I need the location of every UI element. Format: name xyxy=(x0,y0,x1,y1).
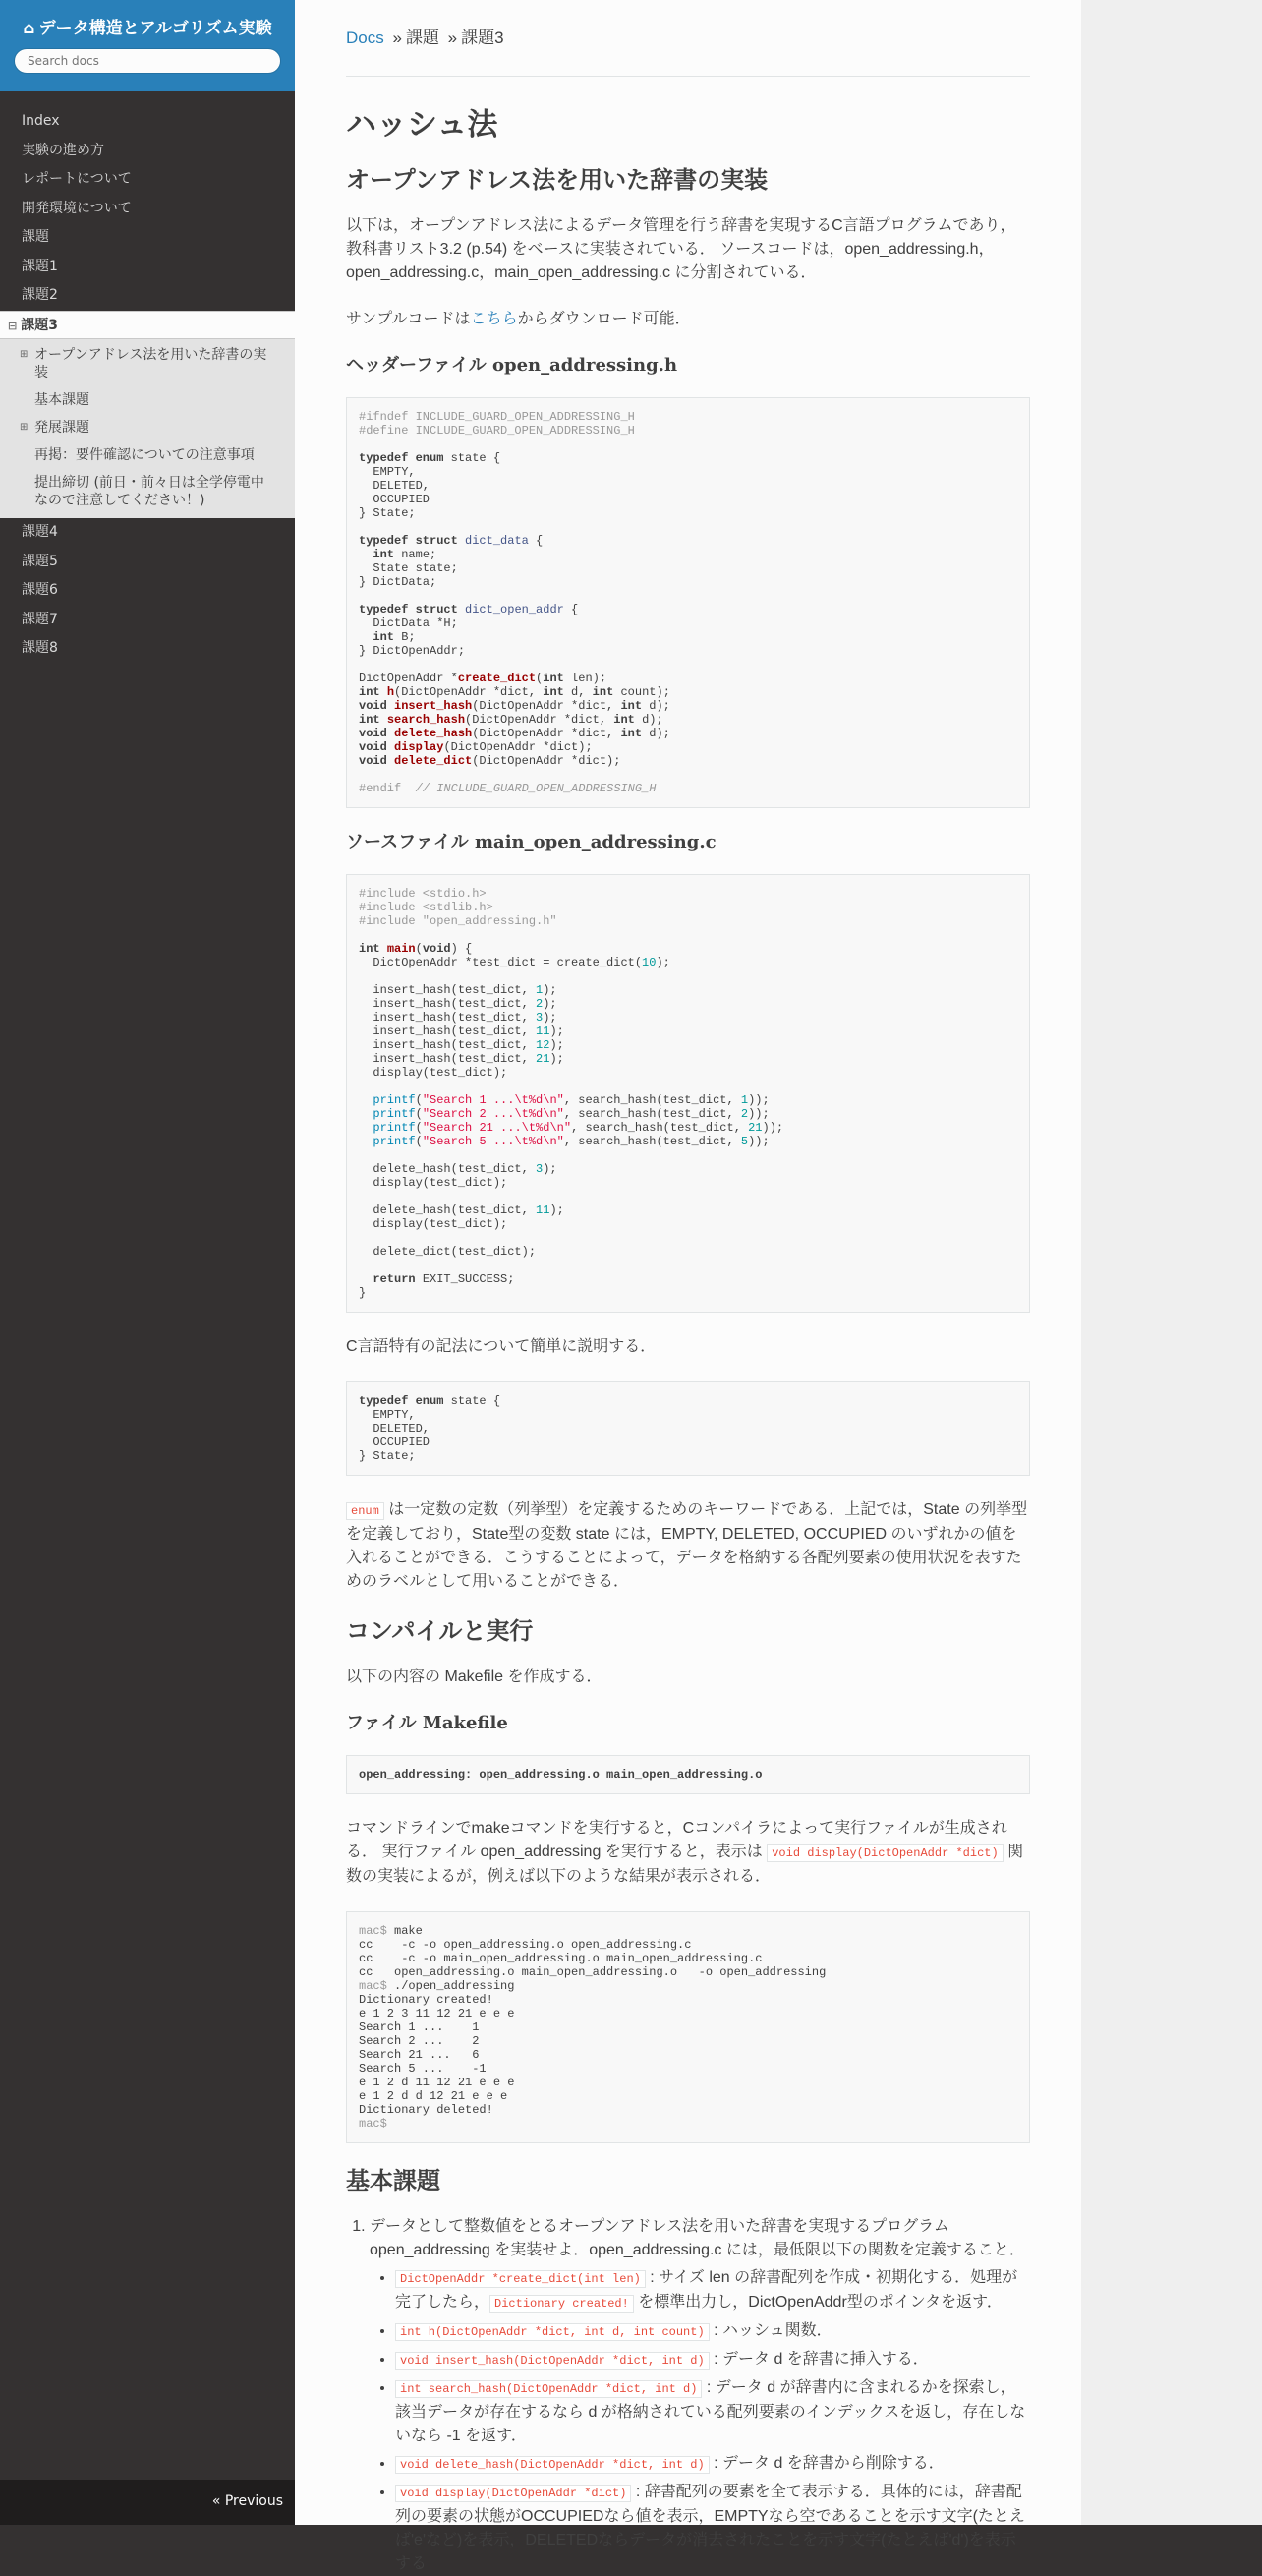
previous-page-button[interactable]: « Previous xyxy=(0,2480,295,2525)
nav-item-task6[interactable]: 課題6 xyxy=(22,582,58,598)
makefile-intro: 以下の内容の Makefile を作成する． xyxy=(346,1669,602,1685)
basic-task-list xyxy=(370,2215,1030,2576)
nav-item-task7[interactable]: 課題7 xyxy=(22,611,58,627)
source-file-heading: ソースファイル main_open_addressing.c xyxy=(346,832,717,852)
function-list xyxy=(395,2266,1030,2576)
main-content xyxy=(295,0,1081,2572)
sample-paragraph: サンプルコードはこちらからダウンロード可能． xyxy=(346,311,691,327)
nav-subsection xyxy=(0,339,295,518)
section-heading-compile: コンパイルと実行 xyxy=(346,1617,534,1645)
collapse-icon[interactable]: ⊟ xyxy=(8,319,18,332)
section-heading-basic: 基本課題 xyxy=(346,2167,440,2195)
sample-download-link[interactable]: こちら xyxy=(470,311,518,327)
c-notation-paragraph: C言語特有の記法について簡単に説明する． xyxy=(346,1338,657,1355)
inline-code-display: void display(DictOpenAddr *dict) xyxy=(767,1844,1003,1862)
code-block-main: #include <stdio.h> #include <stdlib.h> #include "open_addressing.h" int main(void) { DictOpenAddr *test_dict = create_dict(10); insert_hash(test_dict, 1); insert_hash(test_dict, 2); insert_hash(test_dict, 3); insert_hash(test_dict, 11); insert_hash(test_dict, 12); insert_hash(test_dict, 21); display(test_dict); printf("Search 1 ...\t%d\n", search_hash(test_dict, 1)); printf("Search 2 ...\t%d\n", search_hash(test_dict, 2)); printf("Search 21 ...\t%d\n", search_hash(test_dict, 21)); printf("Search 5 ...\t%d\n", search_hash(test_dict, 5)); delete_hash(test_dict, 3); display(test_dict); delete_hash(test_dict, 11); display(test_dict); delete_dict(test_dict); return EXIT_SUCCESS; } xyxy=(346,874,1030,1313)
nav-sub-item-advanced[interactable]: ⊞ 発展課題 xyxy=(20,420,89,436)
home-icon: ⌂ xyxy=(23,19,35,38)
breadcrumb-separator: » xyxy=(392,29,402,47)
code-block-terminal: mac$ make cc -c -o open_addressing.o open_addressing.c cc -c -o main_open_addressing.o main_open_addressing.c cc open_addressing.o main_open_addressing.o -o open_addressing mac$ ./open_addressing Dictionary created! e 1 2 3 11 12 21 e e e Search 1 ... 1 Search 2 ... 2 Search 21 ... 6 Search 5 ... -1 e 1 2 d 11 12 21 e e e e 1 2 d d 12 21 e e e Dictionary deleted! mac$ xyxy=(346,1911,1030,2143)
list-item: • void delete_hash(DictOpenAddr *dict, int d) : データ d を辞書から削除する． xyxy=(395,2452,1030,2477)
code-block-enum: typedef enum state { EMPTY, DELETED, OCCUPIED } State; xyxy=(346,1381,1030,1476)
nav-item-env[interactable]: 開発環境について xyxy=(22,200,132,216)
nav-sub-item-deadline[interactable]: 提出締切 (前日・前々日は全学停電中なので注意してください！) xyxy=(34,475,264,508)
list-item: • int search_hash(DictOpenAddr *dict, int d) : データ d が辞書内に含まれるかを探索し，該当データが存在するなら d が格納されている配列要素のインデックスを返し，存在しないなら -1 を返す． xyxy=(395,2376,1030,2448)
list-item: • void display(DictOpenAddr *dict) : 辞書配列の要素を全て表示する．具体的には，辞書配列の要素の状態がOCCUPIEDなら値を表示，EMPTYなら空であることを示す文字(たとえば'e'など)を表示，DELETEDならデータが消去されたことを示す文字(たとえば'd')を表示する xyxy=(395,2481,1030,2576)
nav-sub-item-oa[interactable]: ⊞ オープンアドレス法を用いた辞書の実装 xyxy=(20,347,267,381)
list-item: • void insert_hash(DictOpenAddr *dict, int d) : データ d を辞書に挿入する． xyxy=(395,2348,1030,2372)
nav-item-task1[interactable]: 課題1 xyxy=(22,258,58,274)
section-heading-oa: オープンアドレス法を用いた辞書の実装 xyxy=(346,166,769,194)
project-home-link[interactable]: ⌂ データ構造とアルゴリズム実験 xyxy=(23,19,272,38)
sidebar xyxy=(0,0,295,2525)
page-margin xyxy=(1081,0,1262,2525)
nav-item-report[interactable]: レポートについて xyxy=(22,171,132,187)
nav-item-task5[interactable]: 課題5 xyxy=(22,553,58,569)
breadcrumb-docs-link[interactable]: Docs xyxy=(346,29,384,47)
page-title: ハッシュ法 xyxy=(346,107,498,143)
header-file-heading: ヘッダーファイル open_addressing.h xyxy=(346,355,678,376)
sidebar-nav xyxy=(0,91,295,664)
nav-item-task8[interactable]: 課題8 xyxy=(22,640,58,656)
nav-sub-item-notes[interactable]: 再掲：要件確認についての注意事項 xyxy=(34,447,255,463)
expand-icon[interactable]: ⊞ xyxy=(20,349,29,360)
expand-icon[interactable]: ⊞ xyxy=(20,422,29,433)
list-item: • DictOpenAddr *create_dict(int len) : サイズ len の辞書配列を作成・初期化する．処理が完了したら， Dictionary created! を標準出力し，DictOpenAddr型のポインタを返す． xyxy=(395,2266,1030,2315)
code-block-header: #ifndef INCLUDE_GUARD_OPEN_ADDRESSING_H #define INCLUDE_GUARD_OPEN_ADDRESSING_H typedef enum state { EMPTY, DELETED, OCCUPIED } State; typedef struct dict_data { int name; State state; } DictData; typedef struct dict_open_addr { DictData *H; int B; } DictOpenAddr; DictOpenAddr *create_dict(int len); int h(DictOpenAddr *dict, int d, int count); void insert_hash(DictOpenAddr *dict, int d); int search_hash(DictOpenAddr *dict, int d); void delete_hash(DictOpenAddr *dict, int d); void display(DictOpenAddr *dict); void delete_dict(DictOpenAddr *dict); #endif // INCLUDE_GUARD_OPEN_ADDRESSING_H xyxy=(346,397,1030,808)
intro-paragraph: 以下は，オープンアドレス法によるデータ管理を行う辞書を実現するC言語プログラムであり，教科書リスト3.2 (p.54) をベースに実装されている． ソースコードは，open_addressing.h，open_addressing.c，main_open_addressing.c に分割されている． xyxy=(346,217,1016,281)
run-paragraph: コマンドラインでmakeコマンドを実行すると，Cコンパイラによって実行ファイルが生成される． 実行ファイル open_addressing を実行すると，表示は void display(DictOpenAddr *dict) 関数の実装によるが，例えば以下のような結果が表示される． xyxy=(346,1820,1024,1885)
breadcrumb-current: 課題3 xyxy=(461,29,504,47)
breadcrumb-tasks: 課題 xyxy=(405,29,439,47)
sidebar-header xyxy=(0,0,295,91)
list-item: 1. データとして整数値をとるオープンアドレス法を用いた辞書を実現するプログラム open_addressing を実装せよ．open_addressing.c には，最低限以下の関数を定義すること． • DictOpenAddr *create_dict(int len) : サイズ len の辞書配列を作成・初期化する．処理が完了したら， Dictionary created! を標準出力し，DictOpenAddr型のポインタを返す． • int h(DictOpenAddr *dict, int d, int count) : ハッシュ関数． • void insert_hash(DictOpenAddr *dict, int d) : データ d を辞書に挿入する． • int search_hash(DictOpenAddr *dict, int d) : データ d が辞書内に含まれるかを探索し，該当データが存在するなら d が格納されている配列要素のインデックスを返し，存在しないなら -1 を返す． • void delete_hash(DictOpenAddr *dict, int d) : データ d を辞書から削除する． • void display(DictOpenAddr *dict) : 辞書配列の要素を全て表示する．具体的には，辞書配列の要素の状態がOCCUPIEDなら値を表示，EMPTYなら空であることを示す文字(たとえば'e'など)を表示，DELETEDならデータが消去されたことを示す文字(たとえば'd')を表示する xyxy=(370,2215,1030,2576)
nav-item-task4[interactable]: 課題4 xyxy=(22,524,58,540)
nav-item-task2[interactable]: 課題2 xyxy=(22,287,58,303)
nav-item-index[interactable]: Index xyxy=(22,113,60,129)
nav-item-progress[interactable]: 実験の進め方 xyxy=(22,142,104,158)
enum-paragraph: enum は一定数の定数（列挙型）を定義するためのキーワードである．上記では，State の列挙型を定義しており，State型の変数 state には，EMPTY, DELETED, OCCUPIED のいずれかの値を入れることができる．こうすることによって，データを格納する各配列要素の使用状況を表すためのラベルとして用いることができる． xyxy=(346,1501,1028,1590)
nav-item-task3-current[interactable]: ⊟ 課題3 xyxy=(0,311,295,340)
breadcrumb-separator: » xyxy=(447,29,458,47)
nav-caption-tasks: 課題 xyxy=(22,229,49,245)
code-block-makefile: open_addressing: open_addressing.o main_open_addressing.o xyxy=(346,1755,1030,1794)
breadcrumb xyxy=(346,28,1030,77)
search-input[interactable] xyxy=(14,48,281,74)
makefile-heading: ファイル Makefile xyxy=(346,1713,508,1733)
list-item: • int h(DictOpenAddr *dict, int d, int count) : ハッシュ関数． xyxy=(395,2319,1030,2344)
nav-sub-item-basic[interactable]: 基本課題 xyxy=(34,392,89,408)
inline-code-enum: enum xyxy=(346,1502,384,1520)
